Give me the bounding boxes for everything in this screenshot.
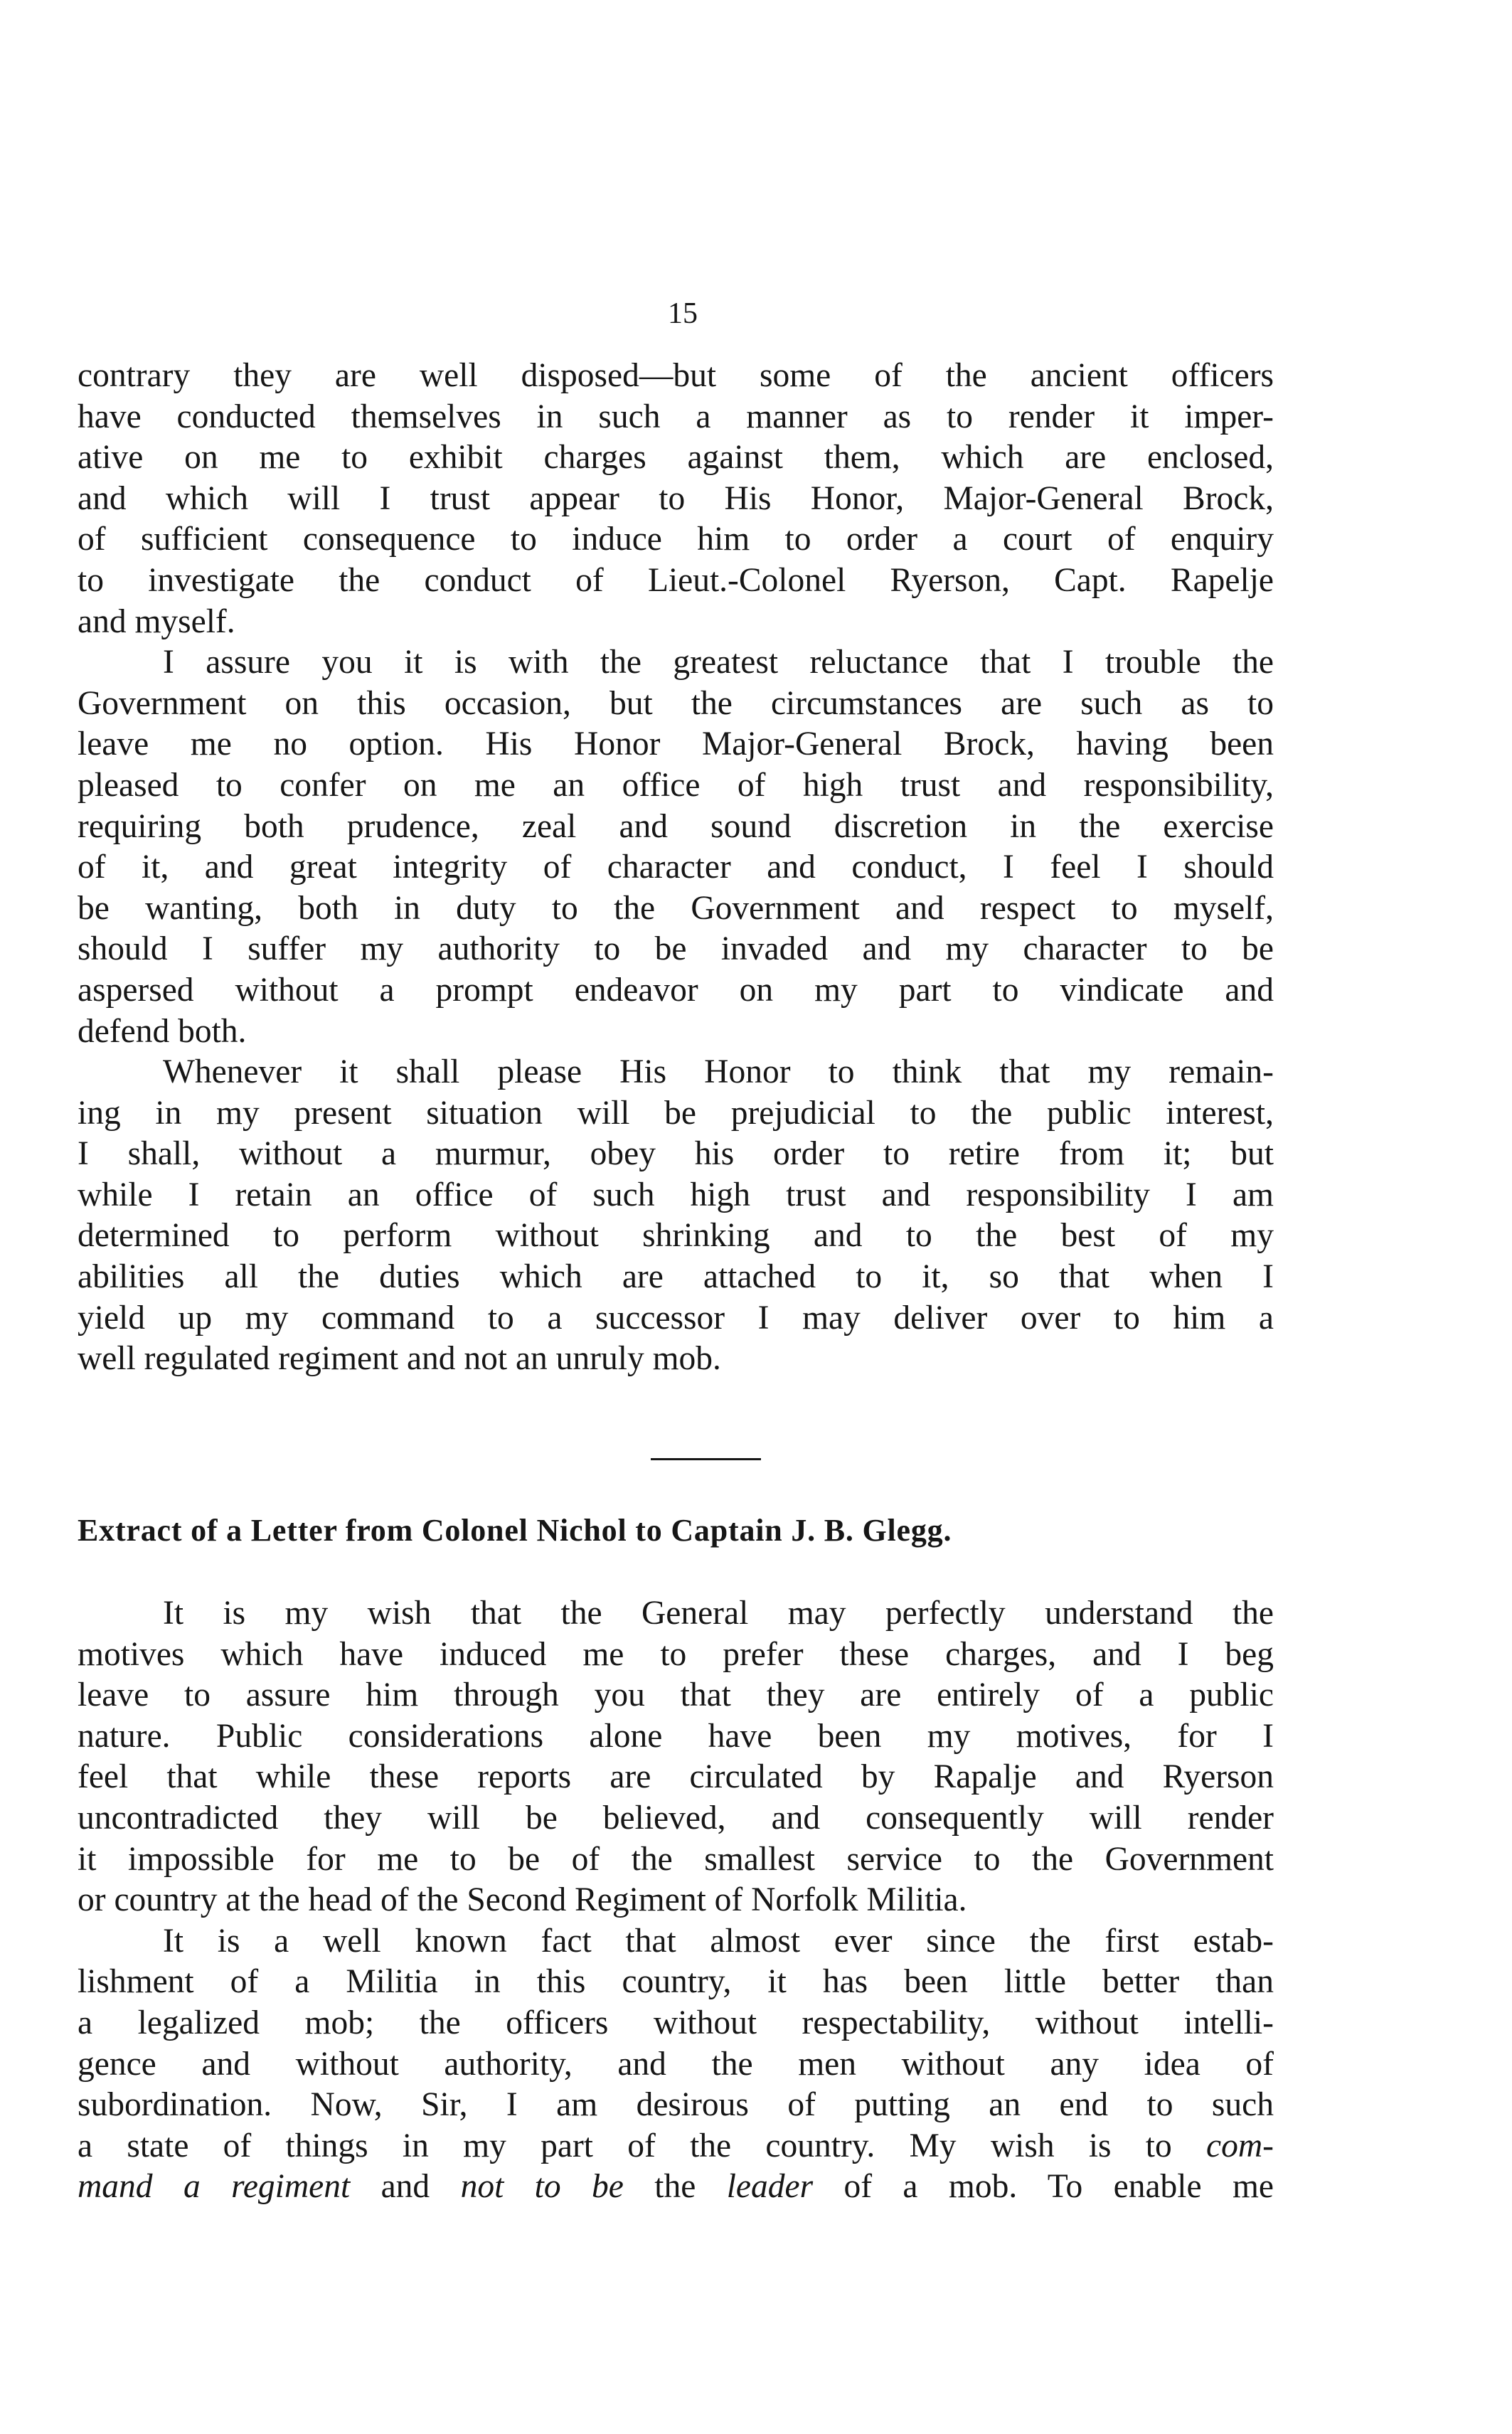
text-line: aspersed without a prompt endeavor on my part to vindicate and: [78, 971, 1274, 1009]
italic-text: not to be: [460, 2168, 624, 2206]
text-line: a legalized mob; the officers without respectability, without intelli-: [78, 2004, 1274, 2041]
text-line: I assure you it is with the greatest reluctance that I trouble the: [163, 644, 1274, 681]
text-line: to investigate the conduct of Lieut.-Colonel Ryerson, Capt. Rapelje: [78, 561, 1274, 599]
text-line: I shall, without a murmur, obey his order to retire from it; but: [78, 1135, 1274, 1173]
text-line: determined to perform without shrinking and to the best of my: [78, 1217, 1274, 1255]
text-line: Government on this occasion, but the circumstances are such as to: [78, 684, 1274, 722]
letter-body-top: [78, 356, 1274, 1380]
text-line: nature. Public considerations alone have been my motives, for I: [78, 1717, 1274, 1755]
letter-body-bottom: [78, 1593, 1274, 2208]
text-line: [78, 2126, 1274, 2167]
text-line: have conducted themselves in such a manner as to render it imper-: [78, 398, 1274, 435]
text-line: of sufficient consequence to induce him to order a court of enquiry: [78, 521, 1274, 558]
text-line: and which will I trust appear to His Honor, Major-General Brock,: [78, 479, 1274, 517]
italic-text: com-: [1206, 2127, 1274, 2164]
text-line: ative on me to exhibit charges against them, which are enclosed,: [78, 439, 1274, 477]
text-fragment: a state of things in my part of the country. My wish is to: [78, 2127, 1207, 2164]
text-line: gence and without authority, and the men without any idea of: [78, 2045, 1274, 2083]
text-line: pleased to confer on me an office of high trust and responsibility,: [78, 766, 1274, 804]
text-line: contrary they are well disposed—but some of the ancient officers: [78, 357, 1274, 394]
text-line: yield up my command to a successor I may deliver over to him a: [78, 1299, 1274, 1336]
text-line: uncontradicted they will be believed, and consequently will render: [78, 1799, 1274, 1837]
section-divider: [651, 1458, 761, 1460]
text-line: It is a well known fact that almost ever since the first estab-: [163, 1922, 1274, 1960]
text-line: well regulated regiment and not an unruly mob.: [78, 1340, 721, 1378]
section-heading: Extract of a Letter from Colonel Nichol to Captain J. B. Glegg.: [78, 1513, 952, 1548]
text-fragment: of a mob. To enable me: [813, 2168, 1274, 2206]
text-line: defend both.: [78, 1012, 247, 1050]
text-line: lishment of a Militia in this country, it has been little better than: [78, 1963, 1274, 2001]
italic-text: mand a regiment: [78, 2168, 351, 2206]
text-line: of it, and great integrity of character and conduct, I feel I should: [78, 849, 1274, 886]
text-fragment: and: [350, 2168, 461, 2206]
text-line: it impossible for me to be of the smallest service to the Government: [78, 1840, 1274, 1878]
text-line: ing in my present situation will be prejudicial to the public interest,: [78, 1094, 1274, 1132]
text-line: should I suffer my authority to be invaded and my character to be: [78, 930, 1274, 968]
text-line: be wanting, both in duty to the Government and respect to myself,: [78, 889, 1274, 927]
text-line: abilities all the duties which are attached to it, so that when I: [78, 1258, 1274, 1296]
text-line: and myself.: [78, 602, 235, 640]
text-line: or country at the head of the Second Regiment of Norfolk Militia.: [78, 1881, 967, 1919]
page-number: 15: [668, 297, 698, 330]
text-line: feel that while these reports are circulated by Rapalje and Ryerson: [78, 1758, 1274, 1796]
text-fragment: the: [623, 2168, 727, 2206]
text-line: subordination. Now, Sir, I am desirous of putting an end to such: [78, 2086, 1274, 2124]
text-line: [78, 2167, 1274, 2208]
text-line: leave to assure him through you that they are entirely of a public: [78, 1676, 1274, 1714]
italic-text: leader: [726, 2168, 814, 2206]
text-line: requiring both prudence, zeal and sound discretion in the exercise: [78, 807, 1274, 845]
text-line: while I retain an office of such high trust and responsibility I am: [78, 1176, 1274, 1213]
text-line: motives which have induced me to prefer these charges, and I beg: [78, 1635, 1274, 1673]
text-line: leave me no option. His Honor Major-General Brock, having been: [78, 726, 1274, 763]
text-line: Whenever it shall please His Honor to think that my remain-: [163, 1053, 1274, 1091]
text-line: It is my wish that the General may perfectly understand the: [163, 1595, 1274, 1632]
